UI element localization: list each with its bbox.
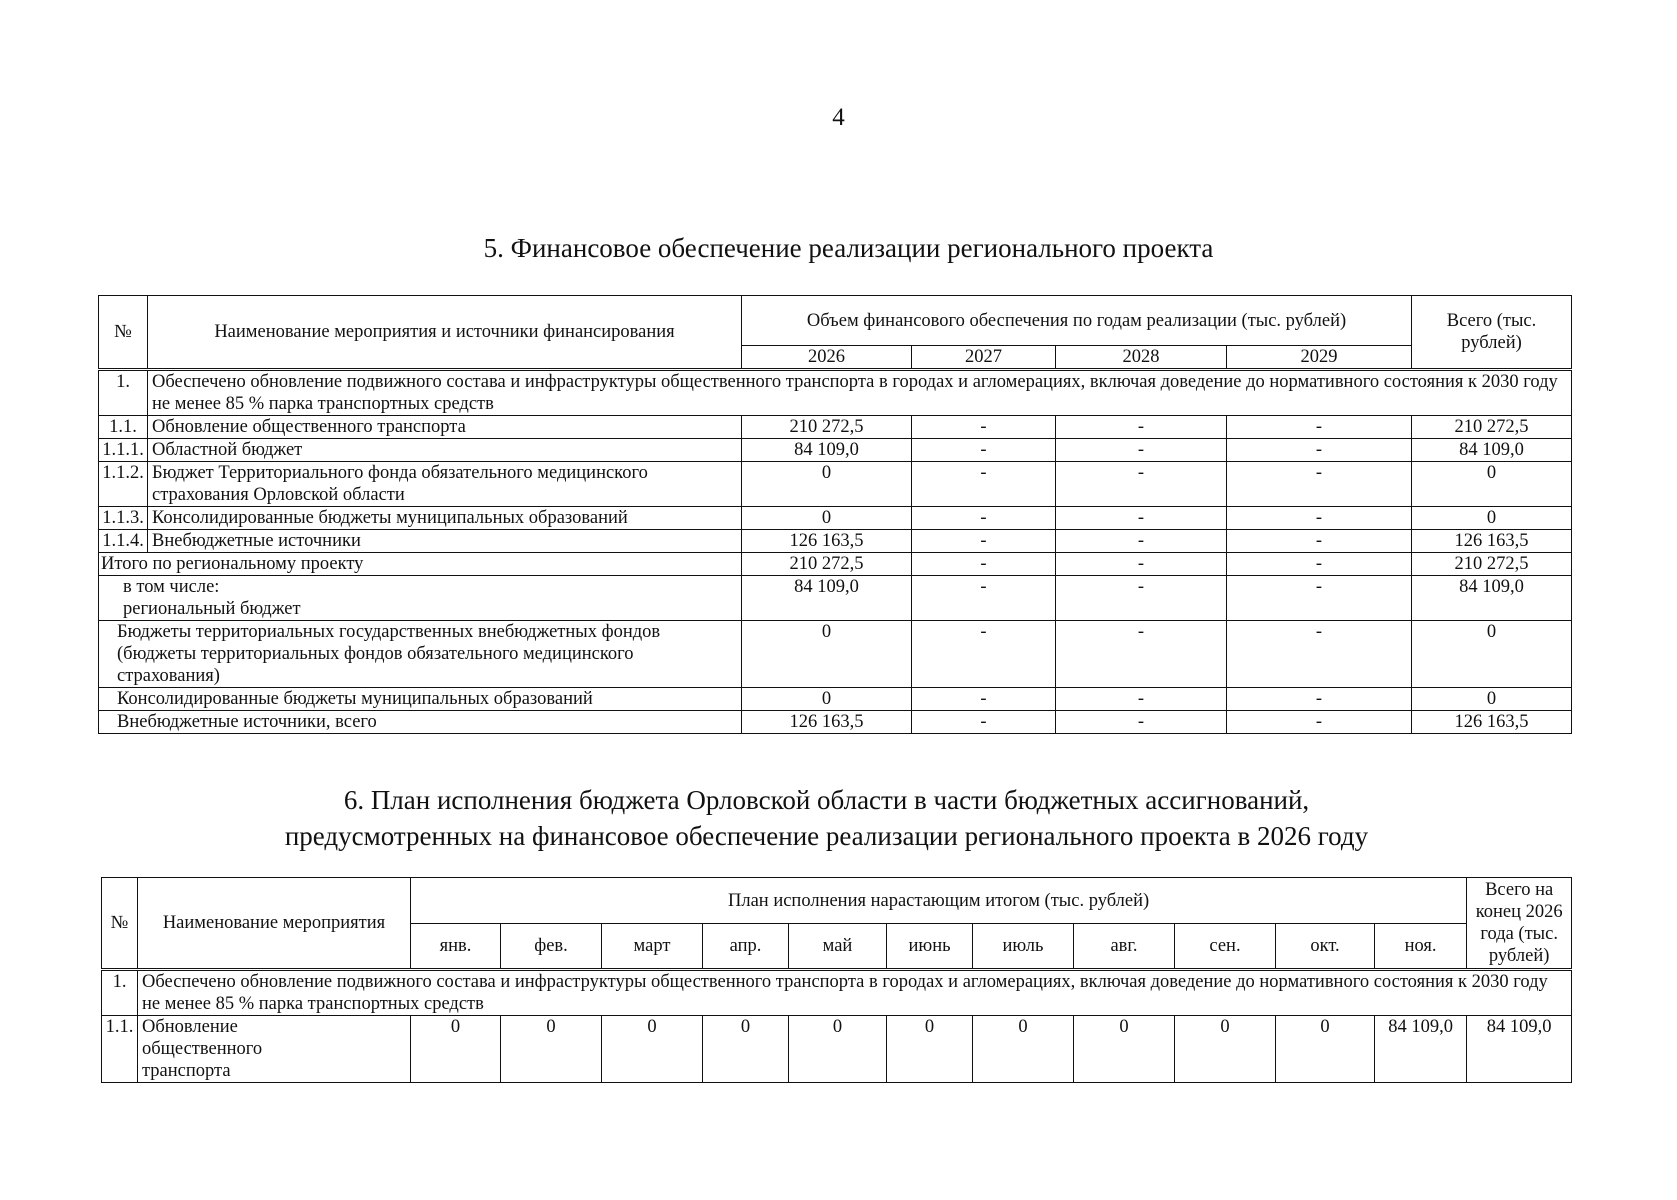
goal-row (99, 370, 1572, 416)
summary-value: 210 272,5 (742, 553, 912, 576)
col-total-header: Всего (тыс. рублей) (1412, 296, 1572, 370)
year-header: 2026 (742, 346, 912, 370)
row-value: 210 272,5 (742, 416, 912, 439)
row-total: 84 109,0 (1412, 439, 1572, 462)
row-num: 1. (99, 370, 148, 416)
month-header: сен. (1175, 924, 1276, 970)
summary-row (99, 688, 1572, 711)
row-value: - (912, 507, 1056, 530)
month-header: ноя. (1375, 924, 1467, 970)
row-name: Бюджет Территориального фонда обязательного медицинского страхования Орловской области (148, 462, 742, 507)
row-value: - (1056, 439, 1227, 462)
month-header: июль (973, 924, 1074, 970)
row-value: - (1227, 462, 1412, 507)
summary-total: 0 (1412, 621, 1572, 688)
row-name: Обновление общественного транспорта (148, 416, 742, 439)
header-row (99, 296, 1572, 346)
summary-name: Внебюджетные источники, всего (99, 711, 742, 734)
summary-name: Консолидированные бюджеты муниципальных образований (99, 688, 742, 711)
goal-text: Обеспечено обновление подвижного состава и инфраструктуры общественного транспорта в городах и агломерациях, включая доведение до нормативного состояния к 2030 году не менее 85 % парка транспортных средств (148, 370, 1572, 416)
row-num: 1.1.1. (99, 439, 148, 462)
summary-value: - (1227, 711, 1412, 734)
row-num: 1.1. (102, 1016, 138, 1083)
table-row (99, 439, 1572, 462)
row-num: 1. (102, 970, 138, 1016)
row-value: - (912, 439, 1056, 462)
table-row (99, 530, 1572, 553)
row-name: Областной бюджет (148, 439, 742, 462)
row-total: 0 (1412, 462, 1572, 507)
summary-value: 84 109,0 (742, 576, 912, 621)
row-value: 84 109,0 (742, 439, 912, 462)
summary-value: - (1227, 576, 1412, 621)
month-value: 0 (789, 1016, 887, 1083)
summary-name: в том числе: региональный бюджет (99, 576, 742, 621)
row-num: 1.1.3. (99, 507, 148, 530)
summary-value: - (912, 576, 1056, 621)
summary-value: - (912, 621, 1056, 688)
summary-value: - (912, 711, 1056, 734)
month-value: 0 (411, 1016, 501, 1083)
month-header: янв. (411, 924, 501, 970)
col-name-header: Наименование мероприятия (138, 878, 411, 970)
financing-table (98, 295, 1572, 734)
row-value: - (912, 530, 1056, 553)
col-total-header: Всего на конец 2026 года (тыс. рублей) (1467, 878, 1572, 970)
month-header: май (789, 924, 887, 970)
summary-row (99, 711, 1572, 734)
table-row (102, 1016, 1572, 1083)
summary-value: 0 (742, 688, 912, 711)
row-value: - (1056, 462, 1227, 507)
row-num: 1.1. (99, 416, 148, 439)
row-value: - (1227, 507, 1412, 530)
month-value: 0 (973, 1016, 1074, 1083)
goal-text: Обеспечено обновление подвижного состава и инфраструктуры общественного транспорта в городах и агломерациях, включая доведение до нормативного состояния к 2030 году не менее 85 % парка транспортных средств (138, 970, 1572, 1016)
col-plan-header: План исполнения нарастающим итогом (тыс. рублей) (411, 878, 1467, 924)
table-row (99, 507, 1572, 530)
month-header: окт. (1276, 924, 1375, 970)
summary-row (99, 621, 1572, 688)
month-value: 84 109,0 (1375, 1016, 1467, 1083)
month-header: апр. (703, 924, 789, 970)
summary-value: - (1227, 553, 1412, 576)
row-value: - (1227, 416, 1412, 439)
summary-value: 126 163,5 (742, 711, 912, 734)
month-value: 0 (1175, 1016, 1276, 1083)
page-number: 4 (832, 104, 845, 131)
header-row (102, 878, 1572, 924)
month-value: 0 (1276, 1016, 1375, 1083)
summary-total: 0 (1412, 688, 1572, 711)
row-total: 84 109,0 (1467, 1016, 1572, 1083)
summary-row-total (99, 553, 1572, 576)
section5-title: 5. Финансовое обеспечение реализации регионального проекта (483, 233, 1214, 263)
row-total: 126 163,5 (1412, 530, 1572, 553)
month-value: 0 (703, 1016, 789, 1083)
row-num: 1.1.2. (99, 462, 148, 507)
row-value: - (1056, 416, 1227, 439)
row-value: - (912, 462, 1056, 507)
summary-name: Итого по региональному проекту (99, 553, 742, 576)
row-value: - (1227, 530, 1412, 553)
summary-value: - (1056, 711, 1227, 734)
year-header: 2027 (912, 346, 1056, 370)
summary-name: Бюджеты территориальных государственных внебюджетных фондов (бюджеты территориальных фондов обязательного медицинского страхования) (99, 621, 742, 688)
row-value: - (1227, 439, 1412, 462)
summary-value: 0 (742, 621, 912, 688)
row-value: - (1056, 507, 1227, 530)
row-name: Консолидированные бюджеты муниципальных образований (148, 507, 742, 530)
table-row (99, 462, 1572, 507)
row-name: Обновление общественного транспорта (138, 1016, 411, 1083)
budget-plan-table (101, 877, 1572, 1083)
summary-value: - (1056, 621, 1227, 688)
summary-total: 210 272,5 (1412, 553, 1572, 576)
col-num-header: № (102, 878, 138, 970)
row-value: 0 (742, 462, 912, 507)
row-value: - (912, 416, 1056, 439)
year-header: 2028 (1056, 346, 1227, 370)
summary-value: - (1227, 621, 1412, 688)
section6-title-line1: 6. План исполнения бюджета Орловской области в части бюджетных ассигнований, (343, 785, 1310, 815)
summary-total: 126 163,5 (1412, 711, 1572, 734)
col-name-header: Наименование мероприятия и источники финансирования (148, 296, 742, 370)
summary-value: - (912, 553, 1056, 576)
month-header: июнь (887, 924, 973, 970)
col-volume-header: Объем финансового обеспечения по годам реализации (тыс. рублей) (742, 296, 1412, 346)
row-value: 126 163,5 (742, 530, 912, 553)
row-name: Внебюджетные источники (148, 530, 742, 553)
month-header: фев. (501, 924, 602, 970)
month-value: 0 (501, 1016, 602, 1083)
month-header: авг. (1074, 924, 1175, 970)
month-value: 0 (1074, 1016, 1175, 1083)
summary-value: - (1056, 576, 1227, 621)
month-header: март (602, 924, 703, 970)
row-value: 0 (742, 507, 912, 530)
summary-value: - (1227, 688, 1412, 711)
row-num: 1.1.4. (99, 530, 148, 553)
section6-title (0, 782, 1665, 854)
section6-title-line2: предусмотренных на финансовое обеспечение реализации регионального проекта в 2026 году (284, 821, 1369, 851)
row-total: 0 (1412, 507, 1572, 530)
row-value: - (1056, 530, 1227, 553)
col-num-header: № (99, 296, 148, 370)
goal-row (102, 970, 1572, 1016)
table-row (99, 416, 1572, 439)
row-total: 210 272,5 (1412, 416, 1572, 439)
summary-value: - (1056, 688, 1227, 711)
summary-value: - (1056, 553, 1227, 576)
summary-total: 84 109,0 (1412, 576, 1572, 621)
summary-row (99, 576, 1572, 621)
month-value: 0 (602, 1016, 703, 1083)
year-header: 2029 (1227, 346, 1412, 370)
summary-value: - (912, 688, 1056, 711)
month-value: 0 (887, 1016, 973, 1083)
